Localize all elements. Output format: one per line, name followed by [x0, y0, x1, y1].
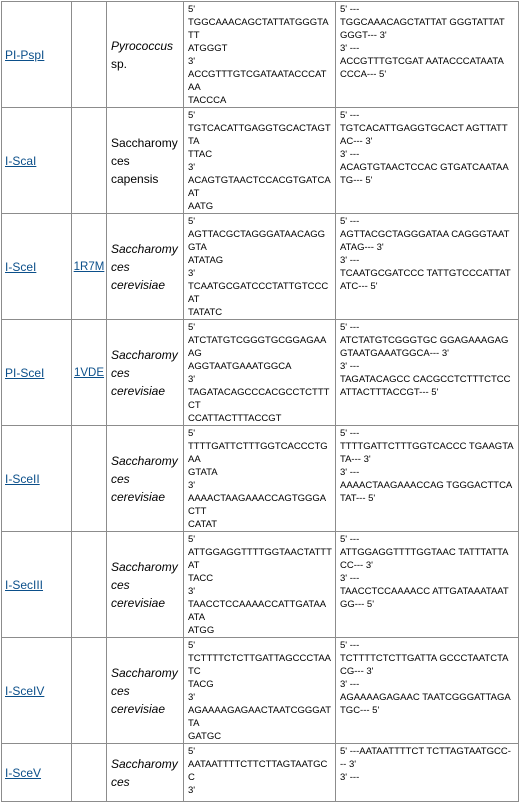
- organism-line: ces: [111, 259, 130, 274]
- sequence-line: ACAGTGTAACTCCAC GTGATCAATAA: [340, 162, 509, 173]
- sequence-line: TGTCACATTGAGGTGCACT AGTTATT: [340, 123, 508, 134]
- sequence-line: 5': [188, 216, 196, 227]
- enzyme-name-cell: [2, 638, 72, 744]
- sequence-line: CG--- 3': [340, 666, 374, 677]
- sequence-line: TCAATGCGATCCCTATTGTCCCAT: [188, 281, 329, 305]
- organism-line: ces: [111, 471, 130, 486]
- sequence-line: 5' ---: [340, 322, 360, 333]
- sequence-line: AAAACTAAGAAACCAGTGGGACTT: [188, 493, 327, 517]
- sequence-line: 3' ---: [340, 43, 360, 54]
- sequence-line: TG--- 5': [340, 175, 373, 186]
- sequence-line: TTTTGATTCTTTGGTCACCC TGAAGTA: [340, 441, 514, 452]
- sequence-line: ATTGGAGGTTTTGGTAACTATTTAT: [188, 547, 332, 571]
- table-row: [2, 744, 519, 802]
- recognition-sequence-cell: [184, 2, 336, 108]
- enzyme-name-cell: [2, 320, 72, 426]
- pdb-cell: [72, 532, 107, 638]
- organism-line: cerevisiae: [111, 595, 166, 610]
- sequence-line: ATC--- 5': [340, 281, 378, 292]
- sequence-line: CATAT: [188, 519, 218, 530]
- sequence-line: TAGATACAGCCCACGCCTCTTTCT: [188, 387, 330, 411]
- sequence-line: 5' ---: [340, 640, 360, 651]
- recognition-sequence-cell: [184, 532, 336, 638]
- table-row: [2, 108, 519, 214]
- organism-line: sp.: [111, 56, 128, 71]
- table-row: [2, 532, 519, 638]
- enzyme-name-link[interactable]: I-SecIII: [5, 577, 44, 592]
- sequence-line: 5' ---: [340, 534, 360, 545]
- sequence-line: 5': [188, 534, 196, 545]
- sequence-line: 5' ---: [340, 4, 360, 15]
- sequence-line: TAT--- 5': [340, 493, 376, 504]
- sequence-line: TGTCACATTGAGGTGCACTAGTTA: [188, 123, 331, 147]
- sequence-line: TATATC: [188, 307, 223, 318]
- sequence-line: GG--- 5': [340, 599, 375, 610]
- pdb-cell: [72, 2, 107, 108]
- organism-line: Saccharomy: [111, 665, 178, 680]
- sequence-line: TGC--- 5': [340, 705, 380, 716]
- sequence-line: TACC: [188, 573, 214, 584]
- sequence-line: ATGGGT: [188, 43, 228, 54]
- sequence-line: ACAGTGTAACTCCACGTGATCAAT: [188, 175, 331, 199]
- sequence-line: TGGCAAACAGCTATTATGGGTATT: [188, 17, 329, 41]
- sequence-line: AGTTACGCTAGGGATAA CAGGGTAAT: [340, 229, 510, 240]
- sequence-line: TGGCAAACAGCTATTAT GGGTATTAT: [340, 17, 505, 28]
- sequence-line: 3' ---: [340, 255, 360, 266]
- table-row: [2, 214, 519, 320]
- pdb-cell: [72, 108, 107, 214]
- sequence-line: CCCA--- 5': [340, 69, 387, 80]
- sequence-line: GTAATGAAATGGCA--- 3': [340, 348, 449, 359]
- sequence-line: AGAAAAGAGAACTAATCGGGATTA: [188, 705, 332, 729]
- sequence-line: 3' ---: [340, 361, 360, 372]
- organism-cell: [107, 108, 184, 214]
- sequence-line: ATTACTTTACCGT--- 5': [340, 387, 439, 398]
- sequence-line: 5' ---: [340, 110, 360, 121]
- enzyme-name-link[interactable]: I-SceV: [5, 765, 42, 780]
- sequence-line: AATAATTTTCTTCTTAGTAATGCC: [188, 759, 328, 783]
- sequence-line: 5': [188, 110, 196, 121]
- endonuclease-table: [1, 1, 519, 802]
- organism-line: cerevisiae: [111, 489, 166, 504]
- sequence-line: ATCTATGTCGGGTGCGGAGAAAG: [188, 335, 327, 359]
- sequence-line: AAAACTAAGAAACCAG TGGGACTTCA: [340, 480, 513, 491]
- sequence-line: ATTGGAGGTTTTGGTAAC TATTTATTA: [340, 547, 509, 558]
- recognition-sequence-cell: [184, 214, 336, 320]
- sequence-line: -- 3': [340, 759, 357, 770]
- sequence-line: 3': [188, 374, 196, 385]
- enzyme-name-link[interactable]: PI-PspI: [5, 47, 45, 62]
- sequence-line: TTAC: [188, 149, 213, 160]
- cleavage-site-cell: [336, 532, 519, 638]
- sequence-line: TACG: [188, 679, 214, 690]
- sequence-line: CCATTACTTTACCGT: [188, 413, 282, 424]
- pdb-link[interactable]: 1VDE: [73, 366, 105, 379]
- cleavage-site-cell: [336, 426, 519, 532]
- organism-line: cerevisiae: [111, 383, 166, 398]
- table-row: [2, 426, 519, 532]
- organism-cell: [107, 2, 184, 108]
- sequence-line: 5' ---AATAATTTTCT TCTTAGTAATGCC-: [340, 746, 511, 757]
- recognition-sequence-cell: [184, 320, 336, 426]
- recognition-sequence-cell: [184, 108, 336, 214]
- sequence-line: 5': [188, 428, 196, 439]
- organism-line: cerevisiae: [111, 277, 166, 292]
- organism-line: ces: [111, 365, 130, 380]
- table-body: [2, 2, 519, 802]
- sequence-line: TAACCTCCAAAACCATTGATAAATA: [188, 599, 327, 623]
- sequence-line: ATCTATGTCGGGTGC GGAGAAAGAG: [340, 335, 509, 346]
- table-row: [2, 638, 519, 744]
- sequence-line: 3': [188, 480, 196, 491]
- organism-line: ces: [111, 153, 130, 168]
- sequence-line: AATG: [188, 201, 214, 212]
- organism-line: ces: [111, 774, 130, 789]
- enzyme-name-cell: [2, 426, 72, 532]
- sequence-line: 3': [188, 268, 196, 279]
- sequence-line: GGGT--- 3': [340, 30, 387, 41]
- organism-line: Saccharomy: [111, 756, 178, 771]
- recognition-sequence-cell: [184, 426, 336, 532]
- sequence-line: 3': [188, 56, 196, 67]
- pdb-link[interactable]: 1R7M: [73, 260, 105, 273]
- sequence-line: 3': [188, 586, 196, 597]
- enzyme-name-link[interactable]: I-SceIV: [5, 683, 45, 698]
- sequence-line: CC--- 3': [340, 560, 373, 571]
- sequence-line: 3': [188, 162, 196, 173]
- enzyme-name-cell: [2, 214, 72, 320]
- pdb-cell: [72, 214, 107, 320]
- cleavage-site-cell: [336, 320, 519, 426]
- sequence-line: 3' ---: [340, 467, 360, 478]
- organism-line: Saccharomy: [111, 453, 178, 468]
- organism-line: cerevisiae: [111, 701, 166, 716]
- sequence-line: AGAAAAGAGAAC TAATCGGGATTAGA: [340, 692, 511, 703]
- enzyme-name-cell: [2, 744, 72, 802]
- sequence-line: TCAATGCGATCCC TATTGTCCCATTAT: [340, 268, 511, 279]
- organism-line: ces: [111, 577, 130, 592]
- sequence-line: TCTTTTCTCTTGATTA GCCCTAATCTA: [340, 653, 509, 664]
- sequence-line: 3' ---: [340, 772, 360, 783]
- sequence-line: ATGG: [188, 625, 215, 636]
- cleavage-site-cell: [336, 744, 519, 802]
- organism-line: Pyrococcus: [111, 38, 174, 53]
- sequence-line: TTTTGATTCTTTGGTCACCCTGAA: [188, 441, 328, 465]
- sequence-line: TAGATACAGCC CACGCCTCTTTCTCC: [340, 374, 511, 385]
- table-row: [2, 320, 519, 426]
- organism-cell: [107, 638, 184, 744]
- organism-cell: [107, 214, 184, 320]
- organism-line: ces: [111, 683, 130, 698]
- sequence-line: TCTTTTCTCTTGATTAGCCCTAATC: [188, 653, 332, 677]
- sequence-line: GTATA: [188, 467, 218, 478]
- organism-line: Saccharomy: [111, 559, 178, 574]
- cleavage-site-cell: [336, 108, 519, 214]
- sequence-line: TAACCTCCAAAACC ATTGATAAATAAT: [340, 586, 509, 597]
- cleavage-site-cell: [336, 638, 519, 744]
- sequence-line: 3' ---: [340, 573, 360, 584]
- enzyme-name-cell: [2, 108, 72, 214]
- sequence-line: 5': [188, 746, 196, 757]
- sequence-line: ATATAG: [188, 255, 224, 266]
- cleavage-site-cell: [336, 214, 519, 320]
- table-row: [2, 2, 519, 108]
- sequence-line: 5' ---: [340, 216, 360, 227]
- enzyme-name-link[interactable]: I-ScaI: [5, 153, 37, 168]
- sequence-line: ACCGTTTGTCGATAATACCCATAA: [188, 69, 327, 93]
- sequence-line: 3' ---: [340, 679, 360, 690]
- sequence-line: AGTTACGCTAGGGATAACAGGGTA: [188, 229, 326, 253]
- sequence-line: TA--- 3': [340, 454, 371, 465]
- recognition-sequence-cell: [184, 638, 336, 744]
- enzyme-name-link[interactable]: PI-SceI: [5, 365, 45, 380]
- pdb-cell: [72, 426, 107, 532]
- sequence-line: 5': [188, 640, 196, 651]
- sequence-line: AC--- 3': [340, 136, 373, 147]
- sequence-line: TACCCA: [188, 95, 227, 106]
- recognition-sequence-cell: [184, 744, 336, 802]
- cleavage-site-cell: [336, 2, 519, 108]
- organism-cell: [107, 426, 184, 532]
- pdb-cell: [72, 320, 107, 426]
- organism-line: Saccharomy: [111, 347, 178, 362]
- sequence-line: 3': [188, 692, 196, 703]
- sequence-line: 3' ---: [340, 149, 360, 160]
- enzyme-name-cell: [2, 2, 72, 108]
- enzyme-name-cell: [2, 532, 72, 638]
- organism-line: capensis: [111, 171, 159, 186]
- sequence-line: 5': [188, 322, 196, 333]
- enzyme-name-link[interactable]: I-SceI: [5, 259, 37, 274]
- sequence-line: 5' ---: [340, 428, 360, 439]
- organism-cell: [107, 532, 184, 638]
- sequence-line: GATGC: [188, 731, 222, 742]
- sequence-line: ATAG--- 3': [340, 242, 384, 253]
- organism-line: Saccharomy: [111, 241, 178, 256]
- organism-cell: [107, 320, 184, 426]
- sequence-line: ACCGTTTGTCGAT AATACCCATAATA: [340, 56, 504, 67]
- organism-line: Saccharomy: [111, 135, 178, 150]
- organism-cell: [107, 744, 184, 802]
- enzyme-name-link[interactable]: I-SceII: [5, 471, 40, 486]
- pdb-cell: [72, 638, 107, 744]
- sequence-line: AGGTAATGAAATGGCA: [188, 361, 292, 372]
- sequence-line: 3': [188, 785, 196, 796]
- sequence-line: 5': [188, 4, 196, 15]
- pdb-cell: [72, 744, 107, 802]
